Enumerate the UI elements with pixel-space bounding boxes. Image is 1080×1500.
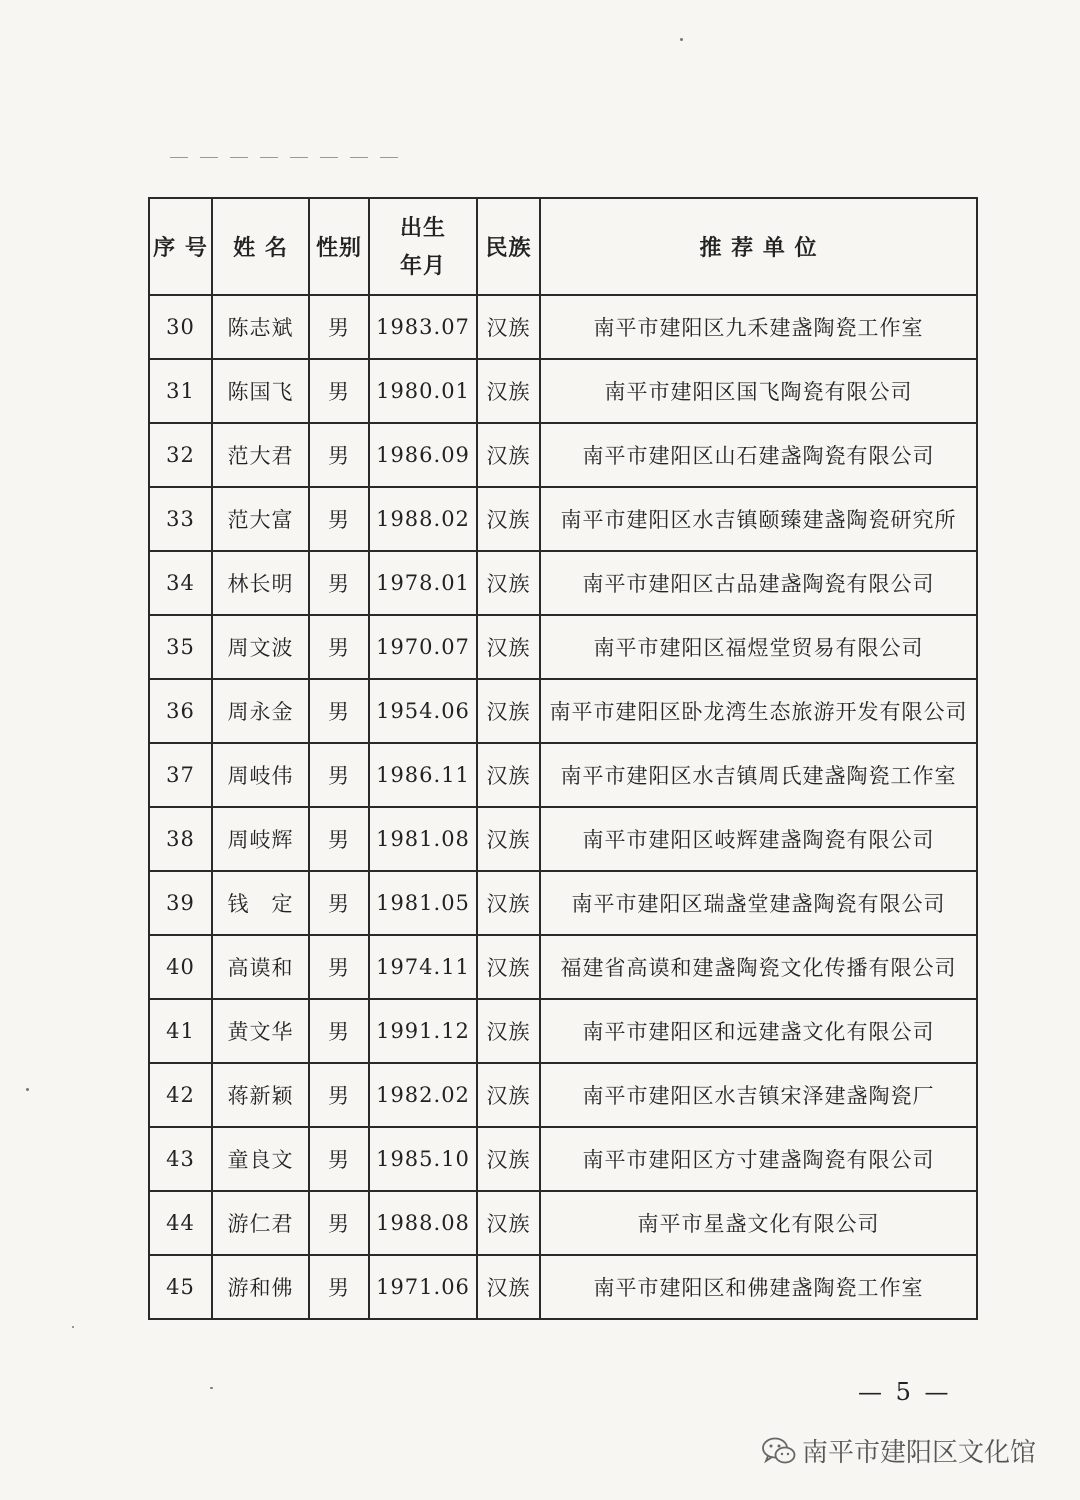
table-row [149,295,977,359]
table-row [149,487,977,551]
cell-name: 蒋新颖 [212,1063,309,1127]
cell-ethnicity: 汉族 [477,487,540,551]
cell-index: 31 [149,359,212,423]
cell-unit: 南平市建阳区和远建盏文化有限公司 [540,999,977,1063]
cell-birth: 1985.10 [369,1127,477,1191]
table-row [149,1063,977,1127]
scan-speck [210,1387,213,1389]
cell-birth: 1970.07 [369,615,477,679]
table-header-row [149,198,977,295]
cell-unit: 南平市建阳区古品建盏陶瓷有限公司 [540,551,977,615]
cell-index: 37 [149,743,212,807]
header-index: 序 号 [149,198,212,295]
cell-index: 42 [149,1063,212,1127]
recommendation-table [148,197,978,1320]
cell-birth: 1982.02 [369,1063,477,1127]
cell-gender: 男 [309,551,369,615]
cell-name: 周岐辉 [212,807,309,871]
cell-unit: 南平市建阳区和佛建盏陶瓷工作室 [540,1255,977,1319]
cell-ethnicity: 汉族 [477,743,540,807]
cell-index: 44 [149,1191,212,1255]
cell-ethnicity: 汉族 [477,615,540,679]
cell-gender: 男 [309,679,369,743]
table-row [149,551,977,615]
cell-gender: 男 [309,487,369,551]
cell-birth: 1986.11 [369,743,477,807]
cell-unit: 南平市建阳区岐辉建盏陶瓷有限公司 [540,807,977,871]
cell-birth: 1991.12 [369,999,477,1063]
cell-name: 范大君 [212,423,309,487]
header-name: 姓 名 [212,198,309,295]
cell-birth: 1981.05 [369,871,477,935]
scan-dash-line [170,157,410,158]
cell-unit: 南平市建阳区方寸建盏陶瓷有限公司 [540,1127,977,1191]
watermark-text: 南平市建阳区文化馆 [802,1438,1037,1468]
scan-speck [72,1326,74,1328]
cell-birth: 1983.07 [369,295,477,359]
cell-name: 周岐伟 [212,743,309,807]
cell-unit: 南平市建阳区瑞盏堂建盏陶瓷有限公司 [540,871,977,935]
table-row [149,359,977,423]
cell-ethnicity: 汉族 [477,1191,540,1255]
cell-unit: 南平市建阳区水吉镇颐臻建盏陶瓷研究所 [540,487,977,551]
cell-ethnicity: 汉族 [477,807,540,871]
cell-gender: 男 [309,1255,369,1319]
cell-ethnicity: 汉族 [477,1127,540,1191]
cell-birth: 1954.06 [369,679,477,743]
cell-name: 周文波 [212,615,309,679]
cell-unit: 南平市建阳区水吉镇宋泽建盏陶瓷厂 [540,1063,977,1127]
table-row [149,615,977,679]
cell-name: 周永金 [212,679,309,743]
cell-gender: 男 [309,295,369,359]
table-row [149,1191,977,1255]
page-number: — 5 — [858,1378,952,1406]
cell-name: 黄文华 [212,999,309,1063]
cell-name: 高谟和 [212,935,309,999]
cell-name: 钱 定 [212,871,309,935]
cell-gender: 男 [309,935,369,999]
cell-index: 33 [149,487,212,551]
header-birth [369,198,477,295]
cell-ethnicity: 汉族 [477,1063,540,1127]
cell-gender: 男 [309,871,369,935]
cell-birth: 1980.01 [369,359,477,423]
scan-speck [26,1088,29,1091]
cell-index: 43 [149,1127,212,1191]
watermark [762,1432,1036,1469]
cell-gender: 男 [309,1063,369,1127]
table-row [149,999,977,1063]
cell-gender: 男 [309,1127,369,1191]
cell-index: 45 [149,1255,212,1319]
cell-index: 34 [149,551,212,615]
header-birth-line1: 出生 [399,214,446,241]
cell-ethnicity: 汉族 [477,935,540,999]
table-row [149,1255,977,1319]
cell-gender: 男 [309,807,369,871]
cell-birth: 1971.06 [369,1255,477,1319]
cell-ethnicity: 汉族 [477,679,540,743]
table-row [149,807,977,871]
header-ethnicity: 民族 [477,198,540,295]
cell-birth: 1978.01 [369,551,477,615]
cell-name: 范大富 [212,487,309,551]
cell-gender: 男 [309,359,369,423]
cell-birth: 1988.02 [369,487,477,551]
cell-name: 陈国飞 [212,359,309,423]
cell-unit: 南平市建阳区卧龙湾生态旅游开发有限公司 [540,679,977,743]
cell-ethnicity: 汉族 [477,295,540,359]
scan-speck [680,38,683,41]
cell-gender: 男 [309,423,369,487]
cell-name: 童良文 [212,1127,309,1191]
cell-unit: 南平市建阳区九禾建盏陶瓷工作室 [540,295,977,359]
table-row [149,743,977,807]
table-row [149,935,977,999]
cell-unit: 福建省高谟和建盏陶瓷文化传播有限公司 [540,935,977,999]
cell-ethnicity: 汉族 [477,551,540,615]
cell-index: 36 [149,679,212,743]
cell-ethnicity: 汉族 [477,423,540,487]
cell-name: 游仁君 [212,1191,309,1255]
cell-name: 林长明 [212,551,309,615]
cell-birth: 1974.11 [369,935,477,999]
cell-birth: 1988.08 [369,1191,477,1255]
wechat-icon [762,1437,796,1465]
cell-unit: 南平市建阳区国飞陶瓷有限公司 [540,359,977,423]
cell-unit: 南平市建阳区山石建盏陶瓷有限公司 [540,423,977,487]
cell-ethnicity: 汉族 [477,999,540,1063]
table-row [149,679,977,743]
cell-gender: 男 [309,999,369,1063]
cell-birth: 1986.09 [369,423,477,487]
cell-unit: 南平市建阳区福煜堂贸易有限公司 [540,615,977,679]
cell-index: 38 [149,807,212,871]
header-gender: 性别 [309,198,369,295]
cell-gender: 男 [309,743,369,807]
cell-index: 41 [149,999,212,1063]
header-unit: 推 荐 单 位 [540,198,977,295]
cell-index: 35 [149,615,212,679]
cell-gender: 男 [309,615,369,679]
cell-index: 30 [149,295,212,359]
cell-index: 39 [149,871,212,935]
cell-unit: 南平市星盏文化有限公司 [540,1191,977,1255]
cell-ethnicity: 汉族 [477,871,540,935]
cell-ethnicity: 汉族 [477,1255,540,1319]
cell-ethnicity: 汉族 [477,359,540,423]
table-row [149,1127,977,1191]
cell-unit: 南平市建阳区水吉镇周氏建盏陶瓷工作室 [540,743,977,807]
cell-gender: 男 [309,1191,369,1255]
header-birth-line2: 年月 [399,252,446,279]
cell-name: 陈志斌 [212,295,309,359]
cell-index: 32 [149,423,212,487]
table-row [149,423,977,487]
cell-birth: 1981.08 [369,807,477,871]
table-row [149,871,977,935]
cell-index: 40 [149,935,212,999]
cell-name: 游和佛 [212,1255,309,1319]
